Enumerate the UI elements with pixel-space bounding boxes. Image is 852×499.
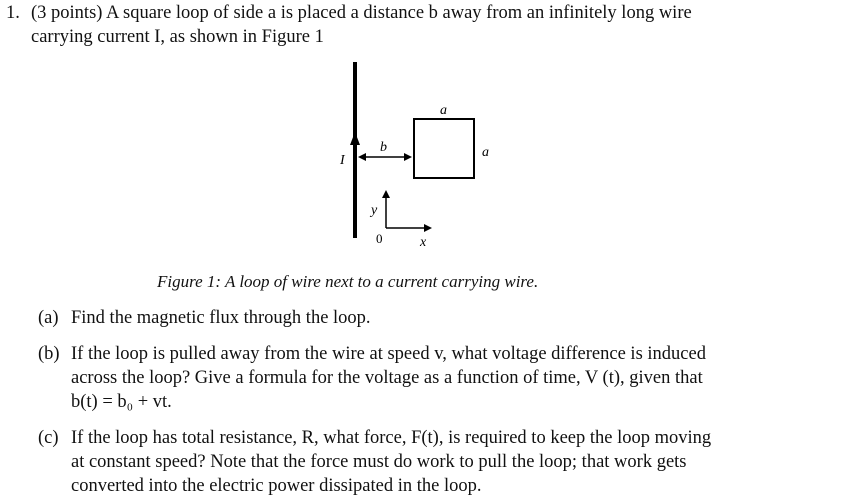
part-b-label: (b) bbox=[38, 344, 60, 364]
part-c-line-3: converted into the electric power dissipated in the loop. bbox=[71, 476, 482, 496]
distance-b-right-arrow-icon bbox=[404, 153, 412, 161]
label-a-top: a bbox=[440, 103, 447, 118]
label-a-side: a bbox=[482, 145, 489, 160]
part-a-label: (a) bbox=[38, 308, 59, 328]
label-I: I bbox=[340, 153, 345, 168]
problem-statement-line-2: carrying current I, as shown in Figure 1 bbox=[31, 27, 324, 47]
square-loop bbox=[414, 119, 474, 178]
current-arrow-icon bbox=[350, 132, 360, 145]
problem-number: 1. bbox=[6, 3, 20, 23]
part-c-line-1: If the loop has total resistance, R, what force, F(t), is required to keep the loop moving bbox=[71, 428, 712, 448]
part-b-line-1: If the loop is pulled away from the wire at speed v, what voltage difference is induced bbox=[71, 344, 706, 364]
distance-b-left-arrow-icon bbox=[358, 153, 366, 161]
x-axis-arrow-icon bbox=[424, 224, 432, 232]
label-b: b bbox=[380, 140, 387, 155]
part-c-label: (c) bbox=[38, 428, 59, 448]
part-b-line-3: b(t) = b₀ + vt. bbox=[71, 392, 172, 412]
problem-statement-line-1: (3 points) A square loop of side a is placed a distance b away from an infinitely long wire bbox=[31, 3, 692, 23]
part-c-line-2: at constant speed? Note that the force must do work to pull the loop; that work gets bbox=[71, 452, 687, 472]
label-x: x bbox=[420, 235, 427, 250]
label-y: y bbox=[371, 203, 378, 218]
part-a-line-1: Find the magnetic flux through the loop. bbox=[71, 308, 371, 328]
part-b-line-2: across the loop? Give a formula for the voltage as a function of time, V (t), given that bbox=[71, 368, 703, 388]
y-axis-arrow-icon bbox=[382, 190, 390, 198]
label-zero: 0 bbox=[376, 231, 383, 246]
figure-caption: Figure 1: A loop of wire next to a current carrying wire. bbox=[157, 272, 539, 291]
